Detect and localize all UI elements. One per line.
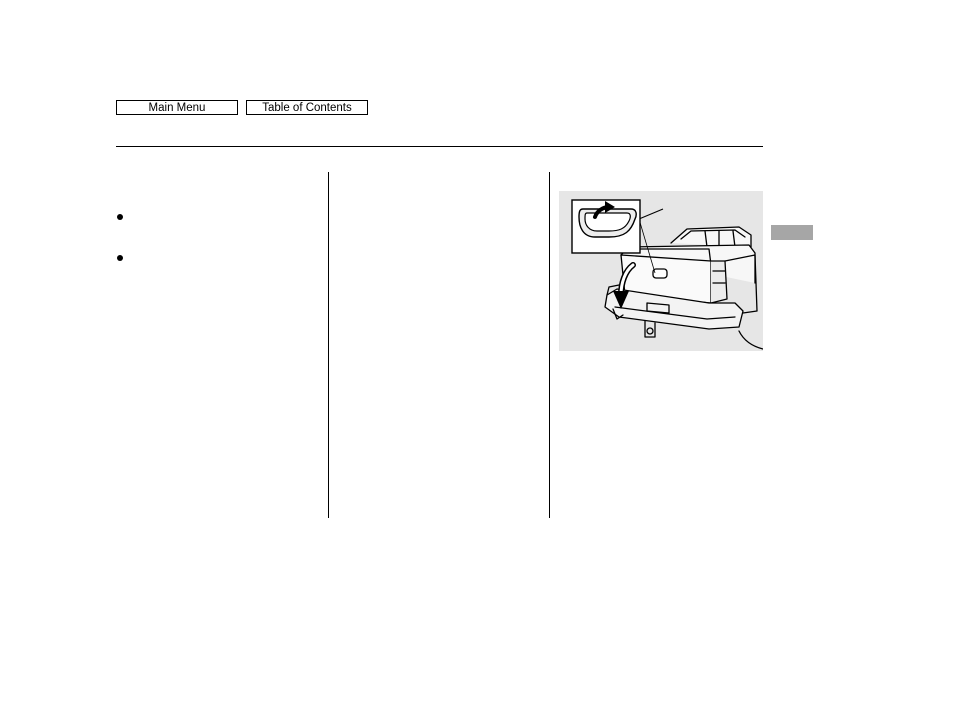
tailgate-illustration <box>559 191 763 351</box>
column-divider-right <box>549 172 550 518</box>
column-divider-left <box>328 172 329 518</box>
callout-line <box>639 209 663 219</box>
table-of-contents-button[interactable]: Table of Contents <box>246 100 368 115</box>
list-bullet <box>117 255 123 261</box>
section-tab-marker <box>771 225 813 240</box>
main-menu-button[interactable]: Main Menu <box>116 100 238 115</box>
header-rule <box>116 146 763 147</box>
list-bullet <box>117 214 123 220</box>
tailgate-handle-inset-icon <box>572 200 640 253</box>
